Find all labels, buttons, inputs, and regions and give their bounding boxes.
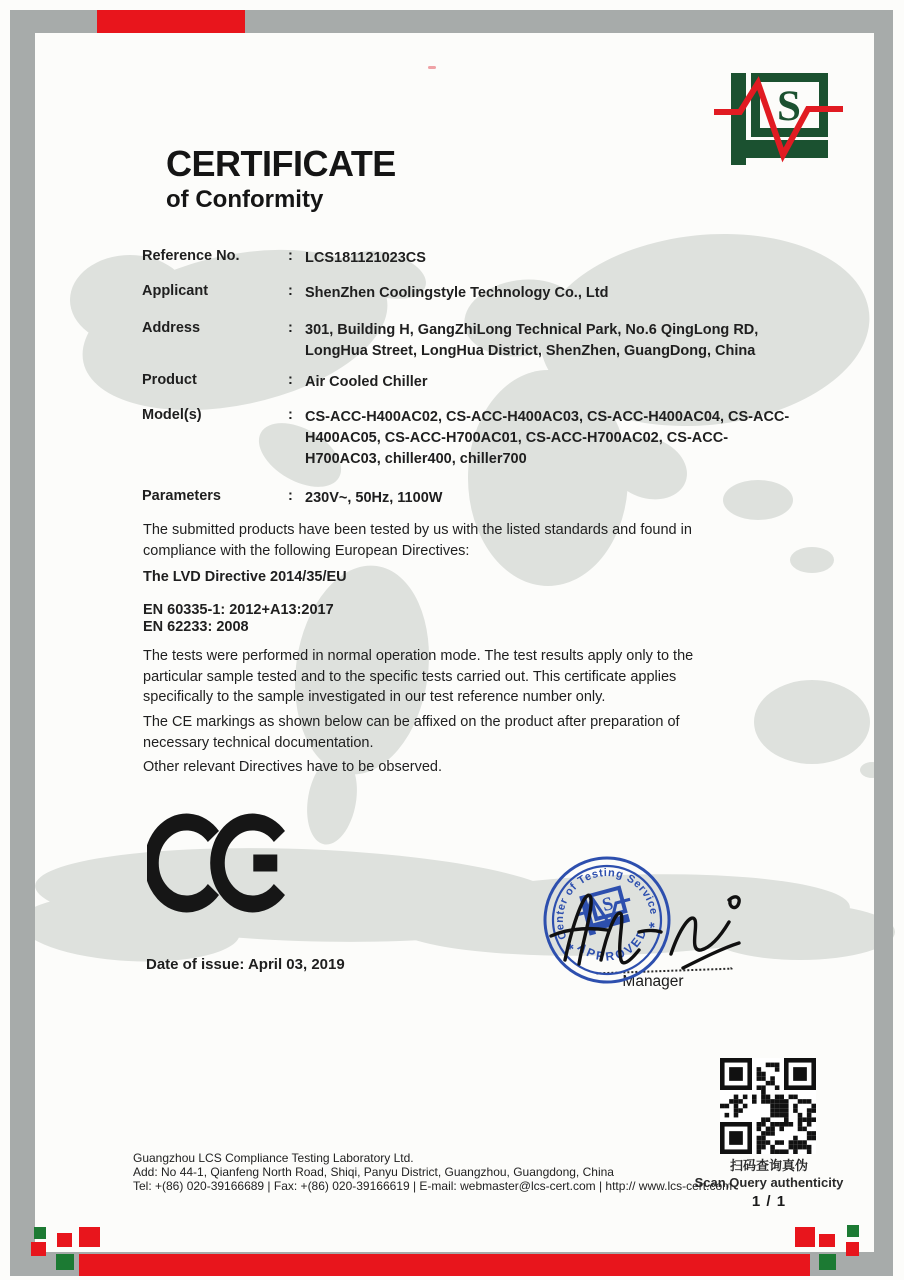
- stamp-star-right: *: [647, 918, 658, 937]
- lab-info: [133, 1152, 732, 1194]
- manager-signature: [543, 878, 748, 983]
- ce-note-paragraph: The CE markings as shown below can be affixed on the product after preparation of necessary technical documentation.: [143, 714, 680, 751]
- page-subtitle: of Conformity: [166, 186, 324, 213]
- corner-ornament-square: [847, 1225, 859, 1237]
- standard-line: EN 62233: 2008: [143, 619, 249, 635]
- date-of-issue: Date of issue: April 03, 2019: [146, 956, 345, 973]
- corner-ornament-square: [819, 1234, 835, 1247]
- frame-right: [874, 10, 893, 1276]
- intro-paragraph: The submitted products have been tested by us with the listed standards and found in compliance with the following European Directives:: [143, 522, 692, 559]
- corner-ornament-square: [79, 1227, 100, 1247]
- frame-top-red-accent: [97, 10, 245, 33]
- field-colon: :: [288, 372, 293, 388]
- corner-ornament-square: [31, 1242, 46, 1256]
- field-label: Applicant: [142, 283, 209, 299]
- lab-address: Add: No 44-1, Qianfeng North Road, Shiqi, Panyu District, Guangzhou, Guangdong, China: [133, 1164, 614, 1179]
- field-colon: :: [288, 488, 293, 504]
- corner-ornament-square: [57, 1233, 72, 1247]
- field-colon: :: [288, 407, 293, 423]
- tests-paragraph: The tests were performed in normal operation mode. The test results apply only to the particular sample tested and to the specific tests carried out. This certificate applies specifically to the sample investigated in our test reference number only.: [143, 648, 694, 705]
- signer-title: Manager: [622, 973, 684, 990]
- field-value: ShenZhen Coolingstyle Technology Co., Ltd: [305, 285, 609, 301]
- corner-ornament-square: [56, 1254, 74, 1270]
- qr-code: [720, 1058, 816, 1154]
- stamp-top-text: Center of Testing Service: [553, 866, 660, 941]
- field-label: Product: [142, 372, 197, 388]
- other-directives-paragraph: Other relevant Directives have to be observed.: [143, 759, 443, 775]
- lcs-logo-letter: S: [777, 83, 801, 130]
- field-value: 301, Building H, GangZhiLong Technical Park, No.6 QingLong RD, LongHua Street, LongHua District, ShenZhen, GuangDong, China: [305, 322, 759, 359]
- frame-left: [10, 10, 35, 1276]
- lab-contacts: Tel: +(86) 020-39166689 | Fax: +(86) 020-39166619 | E-mail: webmaster@lcs-cert.com | http:// www.lcs-cert.com: [133, 1178, 733, 1193]
- page-title: CERTIFICATE: [166, 143, 396, 184]
- field-value: Air Cooled Chiller: [305, 374, 428, 390]
- field-colon: :: [288, 248, 293, 264]
- field-value: CS-ACC-H400AC02, CS-ACC-H400AC03, CS-ACC-H400AC04, CS-ACC-H400AC05, CS-ACC-H700AC01, CS-ACC-H700AC02, CS-ACC-H700AC03, chiller400, chiller700: [305, 409, 790, 467]
- field-label: Reference No.: [142, 248, 240, 264]
- field-colon: :: [288, 320, 293, 336]
- frame-bottom-red-accent: [79, 1254, 810, 1276]
- stamp-star-left: *: [566, 940, 577, 959]
- corner-ornament-square: [795, 1227, 815, 1247]
- field-value: 230V~, 50Hz, 1100W: [305, 490, 443, 506]
- field-label: Address: [142, 320, 201, 336]
- lab-name: Guangzhou LCS Compliance Testing Laboratory Ltd.: [133, 1151, 414, 1165]
- ce-mark-label: [0, 0, 1, 1]
- stamp-logo-letter: S: [599, 893, 616, 917]
- lcs-logo: [710, 66, 846, 170]
- directive-title: The LVD Directive 2014/35/EU: [143, 569, 347, 585]
- field-label: Model(s): [142, 407, 202, 423]
- corner-ornament-square: [34, 1227, 46, 1239]
- stamp-bottom-text: APPROVED: [574, 925, 651, 964]
- ce-mark: [147, 812, 297, 914]
- corner-ornament-square: [819, 1254, 836, 1270]
- scan-label-en: Scan,Query authenticity: [694, 1175, 844, 1190]
- field-label: Parameters: [142, 488, 221, 504]
- standard-line: EN 60335-1: 2012+A13:2017: [143, 602, 334, 618]
- field-value: LCS181121023CS: [305, 250, 426, 266]
- scan-label-cn: 扫码查询真伪: [729, 1158, 808, 1173]
- page-indicator: 1 / 1: [751, 1193, 787, 1210]
- field-colon: :: [288, 283, 293, 299]
- corner-ornament-square: [846, 1242, 859, 1256]
